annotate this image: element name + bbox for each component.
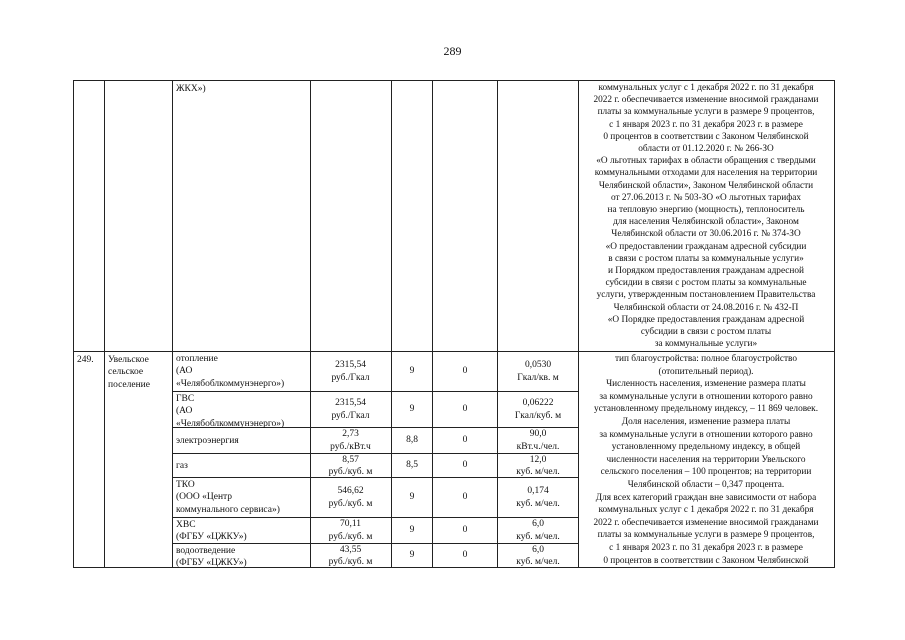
service-zero-value: 0 <box>462 525 468 536</box>
description-line: 2022 г. обеспечивается изменение вносимой гражданами <box>593 517 819 528</box>
description-line: за коммунальные услуги в отношении которого равно <box>599 391 813 402</box>
legal-text-line: «О Порядке предоставления гражданам адресной <box>607 314 805 325</box>
col-line <box>172 80 173 568</box>
description-line: коммунальных услуг с 1 декабря 2022 г. по 31 декабря <box>598 505 814 516</box>
legal-text-line: области от 01.12.2020 г. № 266-ЗО <box>638 144 774 154</box>
service-index: 9 <box>409 492 415 503</box>
service-tariff: 2315,54 руб./Гкал <box>331 398 370 421</box>
service-name: ХВС (ФГБУ «ЦЖКУ») <box>176 520 247 543</box>
service-name: отопление (АО «Челябоблкоммунэнерго») <box>176 354 285 389</box>
description-line: численности населения на территории Увельского <box>606 454 806 465</box>
legal-text-line: платы за коммунальные услуги в размере 9 процентов, <box>597 107 815 118</box>
legal-text-line: услуги, утвержденным постановлением Правительства <box>596 290 816 301</box>
legal-text-line: за коммунальные услуги» <box>654 339 758 350</box>
service-index: 8,5 <box>406 460 418 471</box>
service-norm: 6,0 куб. м/чел. <box>516 545 560 568</box>
legal-text-line: на тепловую энергию (мощность), теплоноситель <box>607 205 805 215</box>
legal-text-line: для населения Челябинской области», Законом <box>613 217 799 228</box>
continuation-name: ЖКХ») <box>176 84 206 94</box>
service-zero-value: 0 <box>462 460 468 471</box>
settlement-name <box>108 354 150 391</box>
service-index: 9 <box>409 404 415 415</box>
service-tariff: 8,57 руб./куб. м <box>328 455 373 478</box>
legal-text-line: коммунальными отходами для населения на территории <box>594 168 818 179</box>
service-name: газ <box>176 460 188 471</box>
service-index: 8,8 <box>406 435 418 446</box>
legal-text-line: Челябинской области от 30.06.2016 г. № 374-ЗО <box>611 229 801 240</box>
legal-text-line: субсидии в связи с ростом платы <box>640 327 772 337</box>
service-zero-value: 0 <box>462 404 468 415</box>
description-line: Численность населения, изменение размера платы <box>606 379 806 390</box>
page-number: 289 <box>443 44 462 58</box>
settlement-line: поселение <box>108 379 150 390</box>
table-top-border <box>73 80 835 81</box>
service-norm: 6,0 куб. м/чел. <box>516 519 560 542</box>
legal-text-line: субсидии в связи с ростом платы за коммунальные <box>605 278 807 289</box>
description-line: тип благоустройства: полное благоустройство <box>614 354 798 364</box>
service-norm: 90,0 кВт.ч./чел. <box>516 429 560 452</box>
description-line: Для всех категорий граждан вне зависимости от набора <box>595 492 817 503</box>
description-line: за коммунальные услуги в отношении которого равно <box>599 429 813 440</box>
service-name: водоотведение (ФГБУ «ЦЖКУ») <box>176 546 247 569</box>
service-tariff: 43,55 руб./куб. м <box>328 545 373 568</box>
service-index: 9 <box>409 366 415 377</box>
description-line: Челябинской области – 0,347 процента. <box>627 480 785 490</box>
description-line: с 1 января 2023 г. по 31 декабря 2023 г. в размере <box>609 543 803 553</box>
legal-text-line: с 1 января 2023 г. по 31 декабря 2023 г. в размере <box>609 119 803 130</box>
description-line: 0 процентов в соответствии с Законом Челябинской <box>603 555 809 566</box>
legal-text-line: коммунальных услуг с 1 декабря 2022 г. по 31 декабря <box>598 83 814 93</box>
row-divider <box>73 351 835 352</box>
settlement-line: Увельское <box>108 355 149 365</box>
col-line <box>73 80 74 568</box>
legal-text-line: «О предоставлении гражданам адресной субсидии <box>605 241 807 252</box>
service-divider <box>172 391 578 392</box>
legal-text-line: 0 процентов в соответствии с Законом Челябинской <box>603 131 809 142</box>
service-tariff: 2,73 руб./кВт.ч <box>330 429 371 452</box>
legal-text-line: 2022 г. обеспечивается изменение вносимой гражданами <box>593 95 819 106</box>
service-index: 9 <box>409 525 415 536</box>
service-norm: 0,174 куб. м/чел. <box>516 486 560 509</box>
service-zero-value: 0 <box>462 492 468 503</box>
col-line <box>104 80 105 568</box>
row-number: 249. <box>77 355 94 365</box>
service-name: электроэнергия <box>176 435 239 446</box>
description-line: установленному предельному индексу, в общей <box>611 442 801 453</box>
legal-text-line: и Порядком предоставления гражданам адресной <box>607 266 805 276</box>
settlement-line: сельское <box>108 367 144 378</box>
service-norm: 12,0 куб. м/чел. <box>516 455 560 478</box>
service-name: ТКО (ООО «Центр коммунального сервиса») <box>176 480 280 515</box>
service-zero-value: 0 <box>462 550 468 561</box>
description-line: Доля населения, изменение размера платы <box>621 417 791 427</box>
service-norm: 0,0530 Гкал/кв. м <box>517 360 559 383</box>
legal-text-line: Челябинской области», Законом Челябинской области <box>598 180 814 191</box>
service-zero-value: 0 <box>462 435 468 446</box>
description-line: платы за коммунальные услуги в размере 9 процентов, <box>597 530 815 541</box>
service-norm: 0,06222 Гкал/куб. м <box>514 398 562 421</box>
description-line: (отопительный период). <box>658 366 754 377</box>
service-index: 9 <box>409 550 415 561</box>
legal-text-line: в связи с ростом платы за коммунальные услуги» <box>608 253 804 264</box>
service-zero-value: 0 <box>462 366 468 377</box>
service-name: ГВС (АО «Челябоблкоммунэнерго») <box>176 394 285 429</box>
col-line <box>834 80 835 568</box>
description-line: установленному предельному индексу, – 11 869 человек. <box>593 404 819 415</box>
description-line: сельского поселения – 100 процентов; на территории <box>600 467 812 478</box>
legal-text-line: Челябинской области от 24.08.2016 г. № 432-П <box>613 302 799 313</box>
legal-text-line: от 27.06.2013 г. № 503-ЗО «О льготных тарифах <box>610 192 802 203</box>
service-tariff: 70,11 руб./куб. м <box>328 519 373 542</box>
service-tariff: 546,62 руб./куб. м <box>328 486 373 509</box>
legal-text-line: «О льготных тарифах в области обращения с твердыми <box>596 156 816 167</box>
service-tariff: 2315,54 руб./Гкал <box>331 360 370 383</box>
